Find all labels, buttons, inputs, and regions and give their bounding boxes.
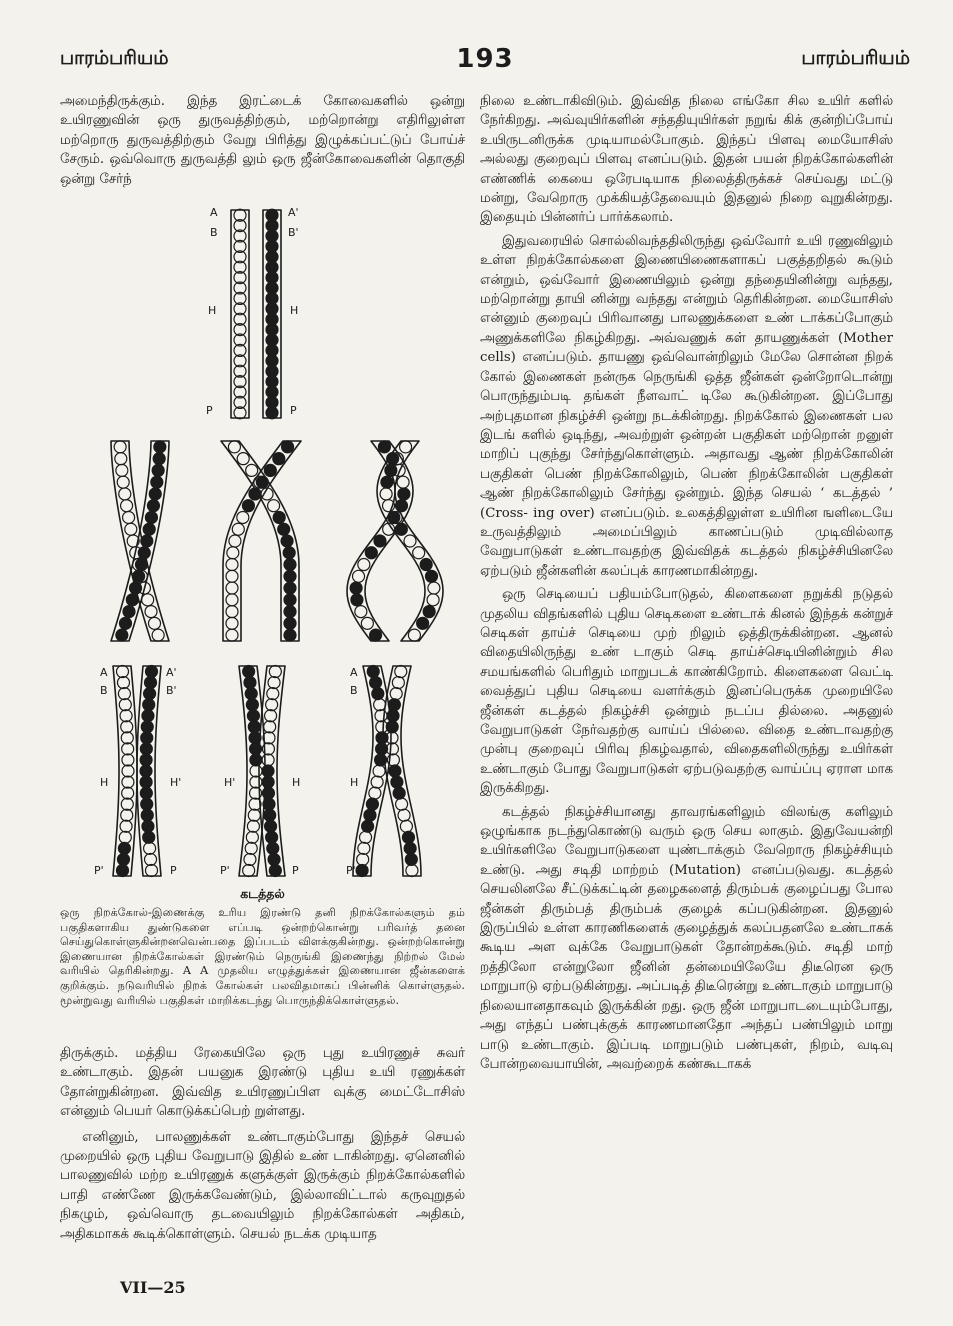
gene-dot-filled (146, 666, 158, 678)
gene-dot-filled (119, 617, 131, 629)
gene-dot-open (237, 511, 249, 523)
gene-dot-open (117, 476, 129, 488)
gene-dot-open (408, 629, 420, 641)
gene-dot-filled (362, 820, 374, 832)
gene-dot-filled (151, 476, 163, 488)
gene-dot-open (398, 809, 410, 821)
gene-dot-filled (273, 453, 285, 465)
gene-dot-open (226, 594, 238, 606)
gene-dot-filled (268, 853, 280, 865)
signature-mark: VII—25 (120, 1278, 186, 1297)
gene-dot-filled (145, 677, 157, 689)
gene-dot-filled (420, 559, 432, 571)
gene-label: P' (346, 864, 356, 877)
gene-dot-open (122, 765, 134, 777)
gene-dot-filled (141, 809, 153, 821)
gene-dot-open (262, 754, 274, 766)
gene-dot-filled (267, 842, 279, 854)
gene-dot-open (245, 842, 257, 854)
gene-dot-open (122, 776, 134, 788)
gene-dot-open (142, 594, 154, 606)
chromosome-maternal (231, 210, 249, 418)
gene-dot-open (428, 582, 440, 594)
gene-label: P' (94, 864, 104, 877)
gene-label: A (350, 666, 358, 679)
gene-dot-filled (282, 441, 294, 453)
gene-dot-filled (389, 765, 401, 777)
gene-dot-filled (266, 407, 278, 419)
figure-caption-body: ஒரு நிறக்கோல்-இணைக்கு உரிய இரண்டு தனி நிறக்கோல்களும் தம் பகுதிகளாகிய துண்டுகளை எப்படி ஒன்றற்கொன்று பரிவர்த் தனை செய்துகொள்ளுகின்றனவென்பதை இப்படம் விளக்குகின்றது. ஒன்றற்கொன்று இணையான நிறக்கோல்கள் இரண்டும் நெருங்கி இணைந்து நிற்றல் மேல் வரியில் தெரிகின்றது. A A முதலிய எழுத்துக்கள் இணையான ஜீன்களைக் குறிக்கும். நடுவரியில் நிறக் கோல்கள் பலவிதமாகப் பின்னிக் கொள்ளுதல். மூன்றுவது வரியில் பகுதிகள் மாறிக்கடந்து பொருந்திக்கொள்ளுதல். (60, 906, 465, 1007)
gene-dot-filled (284, 606, 296, 618)
gene-dot-filled (269, 864, 281, 876)
gene-dot-filled (263, 798, 275, 810)
paragraph: எனினும், பாலணுக்கள் உண்டாகும்போது இந்தச் செயல் முறையில் ஒரு புதிய வேறுபாடு இதில் உண் டாகின்றது. ஏனெனில் பாலணுவில் மற்ற உயிரணுக் களுக்குள் இருக்கும் நிறக்கோல்களில் பாதி எண்ணே இருக்கவேண்டும், இல்லாவிட்டால் கருவுறுதல் நிகழும், ஒவ்வொரு தடவையிலும் நிறக்கோல்கள் அதிகம், அதிகமாகக் கூடிக்கொள்ளும். செயல் நடக்க முடியாத (60, 1129, 465, 1242)
gene-dot-open (121, 500, 133, 512)
gene-dot-open (358, 842, 370, 854)
right-column (480, 92, 893, 1078)
gene-label: P (292, 864, 299, 877)
gene-dot-filled (264, 464, 276, 476)
gene-label: P (290, 404, 297, 417)
gene-dot-open (144, 842, 156, 854)
gene-label: H (350, 776, 359, 789)
gene-dot-open (250, 765, 262, 777)
gene-dot-filled (133, 570, 145, 582)
gene-dot-filled (364, 809, 376, 821)
gene-dot-open (119, 488, 131, 500)
paragraph: ஒரு செடியைப் பதியம்போடுதல், கிளைகளை நறுக்கி நடுதல் முதலிய விதங்களில் புதிய செடிகளை உண்டாக் கினல் இந்தக் கன்றுச் செடிகள் தாய்ச் செடியை முற் றிலும் ஒத்திருக்கின்றன. ஆனல் விதையிலிருந்து உண் டாகும் செடி தாய்ச்செடியினின்றும் சில சமயங்களில் பெரிதும் மாறுபடக் காண்கிறோம். கிளைகளை வெட்டி வைத்துப் புதிய செடியை வளர்க்கும் இனப்பெருக்க முறையிலே ஜீன்கள் கடத்தல் நிகழ்ச்சி ஒன்றும் நடப்ப தில்லை. அதனுல் வேறுபாடுகள் நேர்வதற்கு வாய்ப் பில்லை. விதை உண்டாவதற்கு முன்பு குறைவுப் பிரிவு நிகழ்வதால், விதைகளிலிருந்து உயிர்கள் உண்டாகும் போது வேறுபாடுகள் ஏற்படுவதற்கு வாய்ப்பு ஏராள மாக இருக்கிறது. (480, 587, 893, 797)
gene-label: P (170, 864, 177, 877)
gene-dot-filled (140, 787, 152, 799)
gene-dot-filled (388, 511, 400, 523)
gene-label: B' (166, 684, 177, 697)
gene-dot-filled (378, 441, 390, 453)
figure-caption-title: கடத்தல் (240, 886, 285, 901)
gene-dot-filled (391, 776, 403, 788)
gene-dot-filled (395, 523, 407, 535)
gene-dot-open (361, 617, 373, 629)
gene-dot-filled (142, 820, 154, 832)
gene-dot-open (117, 677, 129, 689)
gene-dot-filled (147, 500, 159, 512)
gene-dot-open (232, 523, 244, 535)
gene-dot-filled (116, 629, 128, 641)
page-header (60, 42, 910, 76)
gene-dot-open (152, 629, 164, 641)
gene-label: B (350, 684, 358, 697)
gene-dot-open (246, 464, 258, 476)
gene-dot-open (120, 710, 132, 722)
gene-label: H' (224, 776, 236, 789)
gene-dot-open (122, 754, 134, 766)
gene-dot-filled (141, 732, 153, 744)
gene-dot-open (413, 547, 425, 559)
gene-label: B' (288, 226, 299, 239)
gene-dot-filled (126, 594, 138, 606)
gene-dot-filled (154, 441, 166, 453)
gene-dot-filled (284, 629, 296, 641)
gene-dot-open (145, 606, 157, 618)
gene-dot-filled (141, 535, 153, 547)
gene-dot-open (406, 864, 418, 876)
gene-dot-filled (140, 754, 152, 766)
gene-label: H (292, 776, 301, 789)
gene-dot-filled (356, 864, 368, 876)
gene-dot-open (226, 617, 238, 629)
gene-dot-open (118, 688, 130, 700)
gene-label: H (100, 776, 109, 789)
gene-dot-filled (417, 617, 429, 629)
gene-label: P (206, 404, 213, 417)
gene-dot-filled (245, 688, 257, 700)
gene-dot-open (229, 535, 241, 547)
paragraph: கடத்தல் நிகழ்ச்சியானது தாவரங்களிலும் விலங்கு களிலும் ஒழுங்காக நடந்துகொண்டு வரும் ஒரு செய லாகும். இதுவேயன்றி உயிர்களிலே வேறுபாடுகளை யுண்டாக்கும் வேறொரு நிகழ்ச்சியும் உண்டு. அது சடிதி மாற்றம் (Mutation) எனப்படுவது. கடத்தல் செயலினலே சீட்டுக்கட்டின் தழைகளைத் திரும்பக் குழைப்பது போல ஜீன்கள் திரும்பத் திரும்பக் குழைக் கப்படுகின்றன. இதனுல் இருப்பில் உள்ள காரணிகளைக் குழைத்துக் கலப்பதனலே உண்டாகக் கூடிய அள வுக்கே வேறுபாடுகள் தோன்றக்கூடும். சடிதி மாற் றத்திலோ என்றுலோ ஜீனின் தன்மையிலேயே திடீரென ஒரு மாறுபாடு ஏற்படுகின்றது. அப்படித் திடீரென்று உண்டாகும் மாறுபாடு நிலையானதாகவும் இருக்கின் றது. ஒரு ஜீன் மாறுபாடடையும்போது, அது எந்தப் பண்புக்குக் காரணமானதோ அந்தப் பண்பிலும் மாறு பாடு உண்டாகும். இப்படி மாறுபடும் பண்புகள், நிறம், வடிவு போன்றவையாயின், அவற்றைக் கண்கூடாகக் (480, 804, 893, 1072)
gene-dot-open (269, 666, 281, 678)
gene-dot-open (121, 798, 133, 810)
gene-dot-filled (140, 776, 152, 788)
gene-dot-open (116, 464, 128, 476)
gene-dot-filled (149, 488, 161, 500)
gene-dot-filled (374, 535, 386, 547)
gene-dot-filled (248, 721, 260, 733)
gene-dot-open (265, 710, 277, 722)
page-number: 193 (456, 44, 514, 74)
gene-dot-open (119, 699, 131, 711)
gene-dot-filled (130, 582, 142, 594)
gene-dot-open (373, 765, 385, 777)
gene-dot-filled (117, 853, 129, 865)
gene-dot-filled (242, 500, 254, 512)
gene-dot-open (374, 699, 386, 711)
gene-dot-filled (370, 677, 382, 689)
gene-dot-filled (243, 666, 255, 678)
gene-dot-open (268, 677, 280, 689)
gene-dot-open (353, 570, 365, 582)
gene-dot-filled (405, 853, 417, 865)
gene-dot-open (357, 853, 369, 865)
gene-dot-filled (351, 594, 363, 606)
gene-dot-open (358, 559, 370, 571)
gene-dot-open (227, 547, 239, 559)
gene-dot-filled (365, 547, 377, 559)
gene-dot-open (390, 688, 402, 700)
gene-dot-filled (381, 476, 393, 488)
gene-dot-open (115, 453, 127, 465)
gene-dot-open (248, 809, 260, 821)
gene-dot-filled (265, 820, 277, 832)
gene-dot-open (122, 743, 134, 755)
gene-dot-open (267, 688, 279, 700)
gene-dot-filled (284, 594, 296, 606)
gene-dot-filled (366, 798, 378, 810)
gene-dot-filled (386, 721, 398, 733)
gene-dot-open (250, 776, 262, 788)
gene-dot-open (226, 559, 238, 571)
gene-dot-filled (144, 688, 156, 700)
gene-dot-filled (143, 831, 155, 843)
gene-dot-open (404, 535, 416, 547)
gene-dot-open (400, 441, 412, 453)
gene-dot-open (400, 820, 412, 832)
gene-dot-filled (262, 765, 274, 777)
gene-label: P' (220, 864, 230, 877)
gene-dot-open (114, 441, 126, 453)
gene-dot-filled (404, 842, 416, 854)
gene-dot-filled (281, 535, 293, 547)
gene-dot-filled (284, 559, 296, 571)
gene-dot-filled (398, 488, 410, 500)
gene-dot-open (116, 666, 128, 678)
gene-dot-filled (135, 559, 147, 571)
gene-label: A (100, 666, 108, 679)
gene-dot-open (392, 677, 404, 689)
gene-dot-open (122, 787, 134, 799)
gene-dot-open (120, 820, 132, 832)
gene-dot-filled (138, 547, 150, 559)
gene-dot-open (226, 606, 238, 618)
gene-dot-open (121, 721, 133, 733)
gene-dot-filled (262, 776, 274, 788)
gene-dot-open (243, 864, 255, 876)
gene-dot-filled (140, 765, 152, 777)
gene-dot-filled (367, 666, 379, 678)
gene-dot-open (145, 853, 157, 865)
gene-dot-filled (143, 699, 155, 711)
gene-dot-open (125, 523, 137, 535)
paragraph: அமைந்திருக்கும். இந்த இரட்டைக் கோவைகளில் ஒன்று உயிரணுவின் ஒரு துருவத்திற்கும், மற்றொன்று எதிரிலுள்ள மற்றொரு துருவத்திற்கும் வேறு பிரித்து இழுக்கப்பட்டுப் போய்ச் சேரும். ஒவ்வொரு துருவத்தி லும் ஒரு ஜீன்கோவைகளின் தொகுதி ஒன்று சேர்ந் (60, 94, 465, 187)
gene-dot-open (244, 853, 256, 865)
gene-dot-open (228, 441, 240, 453)
gene-dot-open (121, 809, 133, 821)
gene-dot-filled (283, 547, 295, 559)
gene-dot-filled (388, 699, 400, 711)
gene-dot-open (149, 617, 161, 629)
gene-dot-open (246, 831, 258, 843)
gene-dot-filled (118, 842, 130, 854)
gene-dot-filled (264, 809, 276, 821)
paragraph: இதுவரையில் சொல்லிவந்ததிலிருந்து ஒவ்வோர் உயி ரணுவிலும் உள்ள நிறக்கோல்களை இணையிணைகளாகப் பகுத்தறிதல் கூடும் என்றும், ஒவ்வோர் இணையிலும் ஒன்று தந்தையினின்று வந்தது, மற்றொன்று தாயி னின்று வந்தது என்றும் தெரிகின்றன. மையோசிஸ் என்னும் குறைவுப் பிரிவானது பாலணுக்களை உண் டாக்கப்போகும் அணுக்களிலே நிகழ்கிறது. அவ்வணுக் கள் தாயணுக்கள் (Mother cells) எனப்படும். தாயணு ஒவ்வொன்றிலும் மேலே சொன்ன நிறக் கோல் இணைகள் நன்ருக நெருங்கி ஒத்த ஜீன்கள் ஒன்றோடொன்று பொருந்தும்படி தங்கள் நீளவாட் டிலே கூடுகின்றன. இப்போது அற்புதமான நிகழ்ச்சி ஒன்று நடக்கின்றது. நிறக்கோல் இணைகள் பல இடங் களில் ஒடிந்து, அவற்றுள் ஒன்றன் பகுதிகள் மற்றொன் றனுள் மாறிப் புகுந்து சேர்ந்துகொள்ளும். அதாவது ஆண் நிறக்கோலின் பகுதிகள் பெண் நிறக்கோலிலும், பெண் நிறக்கோலின் பகுதிகள் ஆண் நிறக்கோலிலும் சேர்ந்து ஒன்றும். இந்த செயல் ‘ கடத்தல் ’ (Cross- ing over) எனப்படும். உலகத்திலுள்ள உயிரின ஙளிடையே உருவத்திலும் அமைப்பிலும் காணப்படும் முடிவில்லாத வேறுபாடுகள் உண்டாவதற்கு இவ்விதக் கடத்தல் நிகழ்ச்சியினலே ஏற்படும் ஜீன்களின் கலப்புக் காரணமாகின்றது. (480, 233, 893, 579)
chromosome-diagram (60, 196, 465, 886)
gene-dot-filled (350, 582, 362, 594)
gene-dot-filled (123, 606, 135, 618)
gene-label: B (210, 226, 218, 239)
gene-dot-open (355, 606, 367, 618)
gene-label: A' (288, 206, 299, 219)
gene-dot-open (396, 798, 408, 810)
gene-dot-open (395, 666, 407, 678)
gene-dot-open (247, 820, 259, 832)
gene-dot-open (386, 743, 398, 755)
gene-dot-filled (370, 629, 382, 641)
gene-dot-filled (141, 721, 153, 733)
gene-dot-filled (393, 787, 405, 799)
gene-dot-filled (278, 523, 290, 535)
gene-dot-open (371, 776, 383, 788)
gene-dot-open (226, 570, 238, 582)
gene-dot-filled (250, 754, 262, 766)
gene-dot-open (360, 831, 372, 843)
gene-dot-open (119, 831, 131, 843)
gene-dot-filled (152, 464, 164, 476)
gene-dot-filled (141, 798, 153, 810)
gene-dot-filled (425, 570, 437, 582)
gene-dot-open (397, 476, 409, 488)
gene-dot-open (146, 864, 158, 876)
gene-label: H (290, 304, 299, 317)
gene-label: A (210, 206, 218, 219)
gene-dot-open (123, 511, 135, 523)
gene-dot-filled (385, 464, 397, 476)
gene-dot-filled (142, 710, 154, 722)
running-title-right: பாரம்பரியம் (801, 46, 910, 69)
gene-dot-filled (284, 617, 296, 629)
gene-dot-open (380, 488, 392, 500)
left-column-top (60, 92, 465, 193)
gene-dot-open (266, 699, 278, 711)
gene-dot-open (226, 582, 238, 594)
gene-dot-filled (246, 699, 258, 711)
gene-dot-filled (256, 476, 268, 488)
gene-dot-filled (423, 606, 435, 618)
gene-dot-filled (284, 582, 296, 594)
gene-dot-filled (273, 511, 285, 523)
gene-dot-filled (145, 511, 157, 523)
gene-dot-filled (402, 831, 414, 843)
running-title-left: பாரம்பரியம் (60, 46, 169, 69)
gene-dot-filled (266, 831, 278, 843)
gene-dot-open (121, 732, 133, 744)
gene-dot-filled (116, 864, 128, 876)
gene-label: B (100, 684, 108, 697)
gene-dot-filled (143, 523, 155, 535)
gene-dot-open (427, 594, 439, 606)
gene-dot-filled (153, 453, 165, 465)
paragraph: நிலை உண்டாகிவிடும். இவ்வித நிலை எங்கோ சில உயிர் களில் நேர்கிறது. அவ்வுயிர்களின் சந்ததியுயிர்கள் நறுங் கிக் குன்றிப்போய் உயிருடனிருக்க முடியாமல்போகும். இந்தப் பிளவு மையோசிஸ் அல்லது குறைவுப் பிளவு எனப்படும். இதன் பயன் நிறக்கோல்களின் எண்ணிக் கையை ஒரேபடியாக நிலைத்திருக்கச் செய்வது மட்டு மன்று, வேறொரு முக்கியத்தேவையும் இதனுல் நிறை வுறுகின்றது. இதையும் பின்னர்ப் பார்க்கலாம். (480, 94, 893, 226)
paragraph: திருக்கும். மத்திய ரேகையிலே ஒரு புது உயிரணுச் சுவர் உண்டாகும். இதன் பயனுக இரண்டு புதிய உயி ரணுக்கள் தோன்றுகின்றன. இவ்வித உயிரணுப்பிள வுக்கு மைட்டோசிஸ் என்னும் பெயர் கொடுக்கப்பெற் றுள்ளது. (60, 1046, 465, 1120)
left-column-bottom (60, 1044, 465, 1250)
crossing-over-figure (60, 196, 465, 886)
gene-label: A' (166, 666, 177, 679)
gene-dot-open (268, 500, 280, 512)
gene-dot-filled (262, 787, 274, 799)
gene-label: H' (170, 776, 182, 789)
gene-dot-filled (244, 677, 256, 689)
gene-dot-open (226, 629, 238, 641)
gene-dot-open (264, 721, 276, 733)
gene-dot-filled (372, 688, 384, 700)
gene-dot-filled (140, 743, 152, 755)
gene-dot-filled (376, 743, 388, 755)
gene-label: H (208, 304, 217, 317)
gene-dot-filled (247, 710, 259, 722)
gene-dot-open (237, 453, 249, 465)
gene-dot-filled (387, 710, 399, 722)
gene-dot-open (369, 787, 381, 799)
gene-dot-filled (284, 570, 296, 582)
gene-dot-filled (249, 488, 261, 500)
